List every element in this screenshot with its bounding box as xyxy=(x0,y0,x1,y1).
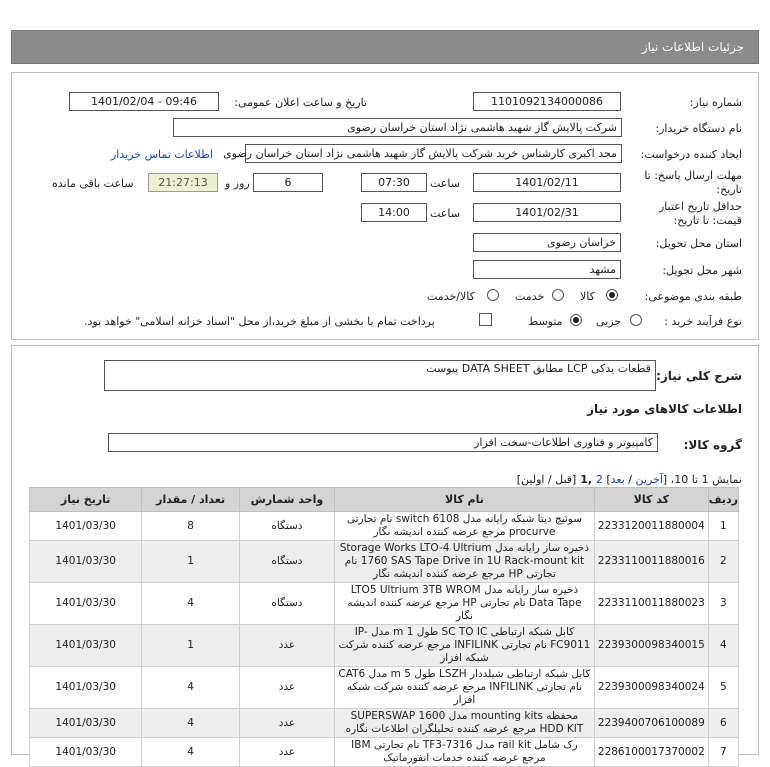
cell-date: 1401/03/30 xyxy=(30,541,142,583)
cell-name: محفظه mounting kits مدل SUPERSWAP 1600 HDD KIT مرجع عرضه کننده تحلیلگران اطلاعات نگاره xyxy=(334,709,594,738)
description-field: قطعات یدکی LCP مطابق DATA SHEET پیوست xyxy=(104,360,656,391)
category-option-service: خدمت xyxy=(515,290,545,303)
cell-date: 1401/03/30 xyxy=(30,625,142,667)
deadline-date-field: 1401/02/11 xyxy=(473,173,621,192)
cell-code: 2239400706100089 xyxy=(594,709,708,738)
city-label: شهر محل تحویل: xyxy=(662,264,742,277)
province-label: استان محل تحویل: xyxy=(655,237,742,250)
cell-code: 2233110011880023 xyxy=(594,583,708,625)
cell-name: رک شامل rail kit مدل TF3-7316 نام تجارتی IBM مرجع عرضه کننده خدمات انفورماتیک xyxy=(334,738,594,767)
validity-time-label: ساعت xyxy=(430,207,460,220)
process-radio-minor[interactable] xyxy=(630,314,642,326)
deadline-label-2: تاریخ: xyxy=(716,183,742,196)
validity-label-2: قیمت: تا تاریخ: xyxy=(673,214,742,227)
cell-date: 1401/03/30 xyxy=(30,738,142,767)
table-row[interactable] xyxy=(30,625,739,667)
table-row[interactable] xyxy=(30,541,739,583)
col-row: ردیف xyxy=(708,488,738,512)
cell-code: 2239300098340024 xyxy=(594,667,708,709)
cell-unit: عدد xyxy=(239,738,334,767)
goods-group-field: کامپیوتر و فناوری اطلاعات-سخت افزار xyxy=(108,433,658,452)
cell-row: 5 xyxy=(708,667,738,709)
category-option-goods-service: کالا/خدمت xyxy=(427,290,475,303)
cell-unit: عدد xyxy=(239,709,334,738)
process-option-minor: جزیی xyxy=(596,315,622,328)
pagination-page-2[interactable]: 2 xyxy=(595,473,603,486)
remaining-time-field: 21:27:13 xyxy=(148,173,218,192)
announce-field: 1401/02/04 - 09:46 xyxy=(69,92,219,111)
validity-date-field: 1401/02/31 xyxy=(473,203,621,222)
process-option-medium: متوسط xyxy=(528,315,563,328)
panel-title: جزئیات اطلاعات نیاز xyxy=(641,40,744,54)
pagination-tail: [قبل / اولین] xyxy=(516,473,577,486)
cell-qty: 4 xyxy=(142,709,240,738)
deadline-label: مهلت ارسال پاسخ: تا xyxy=(644,169,742,182)
cell-qty: 1 xyxy=(142,625,240,667)
buyer-label: نام دستگاه خریدار: xyxy=(655,122,742,135)
cell-row: 6 xyxy=(708,709,738,738)
cell-row: 2 xyxy=(708,541,738,583)
description-label: شرح کلی نیاز: xyxy=(656,369,742,383)
col-code: کد کالا xyxy=(594,488,708,512)
col-qty: تعداد / مقدار xyxy=(142,488,240,512)
cell-name: ذخیره ساز رایانه مدل LTO5 Ultrium 3TB WROM Data Tape نام تجارتی HP مرجع عرضه کننده اندیشه نگار xyxy=(334,583,594,625)
cell-code: 2233110011880016 xyxy=(594,541,708,583)
cell-date: 1401/03/30 xyxy=(30,512,142,541)
cell-date: 1401/03/30 xyxy=(30,583,142,625)
buyer-field: شرکت پالایش گاز شهید هاشمی نژاد استان خراسان رضوی xyxy=(173,118,622,137)
table-row[interactable] xyxy=(30,709,739,738)
cell-unit: عدد xyxy=(239,667,334,709)
goods-table xyxy=(29,487,739,767)
table-row[interactable] xyxy=(30,583,739,625)
days-field: 6 xyxy=(253,173,323,192)
category-option-goods: کالا xyxy=(580,290,595,303)
col-unit: واحد شمارش xyxy=(239,488,334,512)
cell-row: 7 xyxy=(708,738,738,767)
cell-unit: عدد xyxy=(239,625,334,667)
cell-row: 4 xyxy=(708,625,738,667)
cell-name: کابل شبکه ارتباطی شیلددار LSZH طول 5 m مدل CAT6 نام تجارتی INFILINK مرجع عرضه کننده شرکت شبکه افزار xyxy=(334,667,594,709)
days-label: روز و xyxy=(225,177,250,190)
province-field: خراسان رضوی xyxy=(473,233,621,252)
col-name: نام کالا xyxy=(334,488,594,512)
pagination-last-link[interactable]: آخرین xyxy=(635,473,663,486)
cell-unit: دستگاه xyxy=(239,512,334,541)
cell-qty: 4 xyxy=(142,738,240,767)
cell-qty: 8 xyxy=(142,512,240,541)
cell-date: 1401/03/30 xyxy=(30,667,142,709)
contact-buyer-link[interactable]: اطلاعات تماس خریدار xyxy=(111,148,213,161)
deadline-time-field: 07:30 xyxy=(361,173,427,192)
city-field: مشهد xyxy=(473,260,621,279)
need-number-field: 1101092134000086 xyxy=(473,92,621,111)
cell-unit: دستگاه xyxy=(239,583,334,625)
category-radio-goods[interactable] xyxy=(606,289,618,301)
pagination-sep: / xyxy=(624,473,636,486)
cell-row: 1 xyxy=(708,512,738,541)
cell-name: کابل شبکه ارتباطی SC TO IC طول 1 m مدل IP-FC9011 نام تجارتی INFILINK مرجع عرضه کننده شرکت شبکه افزار xyxy=(334,625,594,667)
cell-code: 2233120011880004 xyxy=(594,512,708,541)
pagination xyxy=(517,473,742,486)
validity-time-field: 14:00 xyxy=(361,203,427,222)
cell-qty: 1 xyxy=(142,541,240,583)
category-radio-goods-service[interactable] xyxy=(487,289,499,301)
cell-unit: دستگاه xyxy=(239,541,334,583)
creator-label: ایجاد کننده درخواست: xyxy=(640,148,742,161)
table-row[interactable] xyxy=(30,738,739,767)
deadline-time-label: ساعت xyxy=(430,177,460,190)
category-radio-service[interactable] xyxy=(552,289,564,301)
goods-group-label: گروه کالا: xyxy=(683,438,742,452)
cell-date: 1401/03/30 xyxy=(30,709,142,738)
cell-row: 3 xyxy=(708,583,738,625)
cell-code: 2239300098340015 xyxy=(594,625,708,667)
treasury-payment-note: پرداخت تمام یا بخشی از مبلغ خرید،از محل "اسناد خزانه اسلامی" خواهد بود. xyxy=(84,315,435,328)
validity-label: حداقل تاریخ اعتبار xyxy=(658,200,742,213)
pagination-next-link[interactable]: بعد xyxy=(610,473,625,486)
panel-header xyxy=(11,30,759,64)
cell-code: 2286100017370002 xyxy=(594,738,708,767)
need-number-label: شماره نیاز: xyxy=(689,96,742,109)
treasury-payment-checkbox[interactable] xyxy=(479,313,492,326)
cell-name: ذخیره ساز رایانه مدل Storage Works LTO-4 Ultrium 1760 SAS Tape Drive in 1U Rack-mount kit نام تجارتی HP مرجع عرضه کننده اندیشه نگار xyxy=(334,541,594,583)
cell-name: سوئیچ دیتا شبکه رایانه مدل switch 6108 نام تجارتی procurve مرجع عرضه کننده اندیشه نگار xyxy=(334,512,594,541)
creator-field: مجد اکبری کارشناس خرید شرکت پالایش گاز شهید هاشمی نژاد استان خراسان رضوی xyxy=(245,144,622,163)
goods-info-title: اطلاعات کالاهای مورد نیاز xyxy=(587,402,742,416)
process-radio-medium[interactable] xyxy=(570,314,582,326)
pagination-close: ] xyxy=(602,473,611,486)
cell-qty: 4 xyxy=(142,583,240,625)
pagination-page-1: ,1 xyxy=(576,473,596,486)
col-date: تاریخ نیاز xyxy=(30,488,142,512)
cell-qty: 4 xyxy=(142,667,240,709)
process-label: نوع فرآیند خرید : xyxy=(664,315,742,328)
table-row[interactable] xyxy=(30,512,739,541)
category-label: طبقه بندی موضوعی: xyxy=(644,290,742,303)
table-row[interactable] xyxy=(30,667,739,709)
remaining-label: ساعت باقی مانده xyxy=(52,177,134,190)
pagination-prefix: نمایش 1 تا 10، [ xyxy=(662,473,742,486)
announce-label: تاریخ و ساعت اعلان عمومی: xyxy=(234,96,367,109)
